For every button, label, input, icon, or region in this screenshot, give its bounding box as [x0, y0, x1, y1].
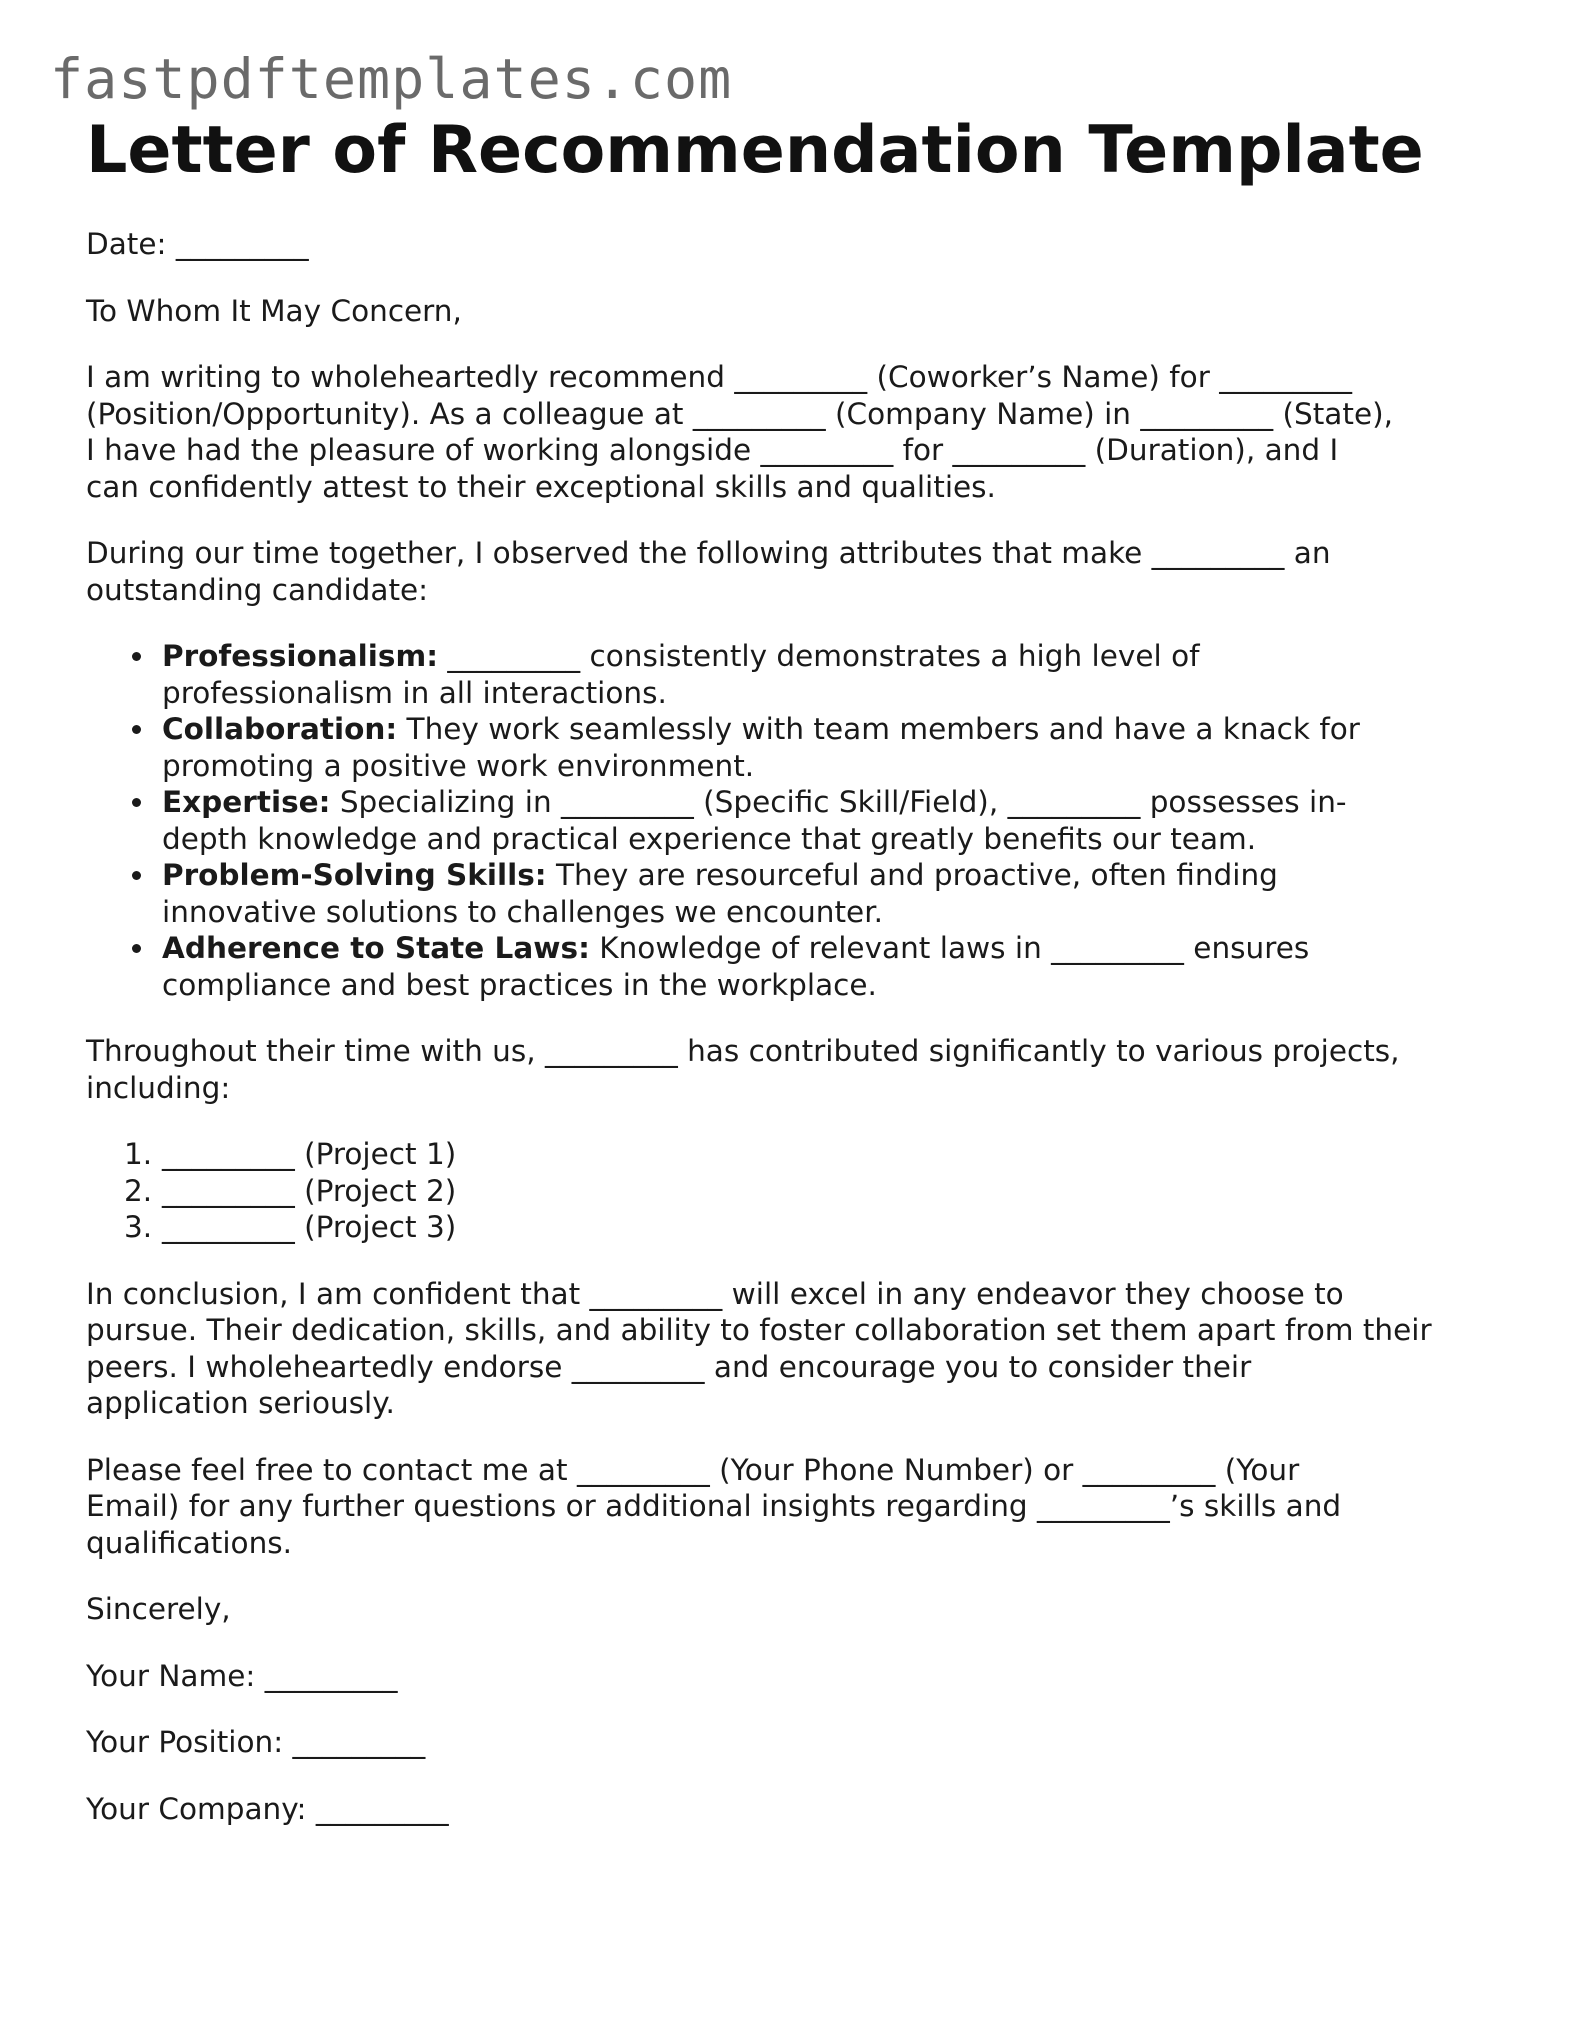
attribute-item	[162, 857, 1496, 930]
intro-line: I have had the pleasure of working alongside _________ for _________ (Duration), and I	[86, 433, 1339, 467]
conclusion-line: pursue. Their dedication, skills, and ability to foster collaboration set them apart from their	[86, 1313, 1432, 1347]
project-number: 3.	[124, 1210, 153, 1244]
conclusion-line: In conclusion, I am confident that _________ will excel in any endeavor they choose to	[86, 1276, 1344, 1311]
project-number: 1.	[124, 1137, 153, 1171]
contact-line: Email) for any further questions or additional insights regarding _________’s skills and	[86, 1489, 1342, 1523]
attribute-item	[162, 711, 1496, 784]
attribute-text: depth knowledge and practical experience that greatly benefits our team.	[162, 821, 1257, 856]
contributions-line: including:	[86, 1070, 231, 1105]
conclusion-paragraph	[86, 1276, 1496, 1422]
page-title: Letter of Recommendation Template	[86, 113, 1424, 188]
attribute-label: Professionalism:	[162, 639, 439, 673]
attribute-text: compliance and best practices in the workplace.	[162, 967, 877, 1002]
projects-list	[86, 1136, 1496, 1246]
contact-line: Please feel free to contact me at _________ (Your Phone Number) or _________ (Your	[86, 1452, 1300, 1487]
project-item	[86, 1209, 1496, 1246]
attribute-text: promoting a positive work environment.	[162, 748, 755, 783]
conclusion-line: peers. I wholeheartedly endorse _________ and encourage you to consider their	[86, 1349, 1252, 1384]
watermark: fastpdftemplates.com	[50, 47, 733, 111]
attribute-item	[162, 784, 1496, 857]
project-item	[86, 1136, 1496, 1173]
letter-document	[86, 112, 1496, 1827]
date-line: Date: _________	[86, 227, 309, 261]
attribute-text: They work seamlessly with team members and have a knack for	[397, 712, 1360, 746]
conclusion-line: application seriously.	[86, 1386, 395, 1420]
intro-line: I am writing to wholeheartedly recommend _________ (Coworker’s Name) for _________	[86, 360, 1352, 394]
observed-line: During our time together, I observed the following attributes that make _________ an	[86, 536, 1331, 570]
attribute-text: They are resourceful and proactive, often finding	[546, 858, 1278, 892]
attribute-text: innovative solutions to challenges we encounter.	[162, 894, 884, 929]
salutation: To Whom It May Concern,	[86, 293, 462, 328]
project-text: _________ (Project 3)	[162, 1210, 457, 1244]
observed-line: outstanding candidate:	[86, 572, 429, 607]
attribute-item	[162, 930, 1496, 1003]
attribute-label: Problem-Solving Skills:	[162, 858, 547, 892]
intro-paragraph	[86, 359, 1496, 505]
signature-company: Your Company: _________	[86, 1791, 449, 1826]
signature-position: Your Position: _________	[86, 1725, 426, 1759]
project-item	[86, 1173, 1496, 1210]
project-text: _________ (Project 1)	[162, 1137, 457, 1171]
project-text: _________ (Project 2)	[162, 1173, 457, 1208]
attribute-text: Specializing in _________ (Specific Skill/Field), _________ possesses in-	[330, 785, 1347, 819]
observed-paragraph	[86, 535, 1496, 608]
attribute-text: _________ consistently demonstrates a high level of	[438, 639, 1200, 673]
contact-paragraph	[86, 1452, 1496, 1562]
contributions-line: Throughout their time with us, _________ has contributed significantly to various projects,	[86, 1034, 1400, 1068]
intro-line: can confidently attest to their exceptional skills and qualities.	[86, 469, 996, 504]
attribute-label: Collaboration:	[162, 712, 398, 746]
contributions-paragraph	[86, 1033, 1496, 1106]
intro-line: (Position/Opportunity). As a colleague at _________ (Company Name) in _________ (State),	[86, 396, 1393, 431]
contact-line: qualifications.	[86, 1525, 293, 1560]
closing: Sincerely,	[86, 1592, 231, 1626]
attributes-list	[86, 638, 1496, 1003]
signature-name: Your Name: _________	[86, 1658, 398, 1693]
attribute-text: Knowledge of relevant laws in _________ ensures	[589, 931, 1310, 965]
attribute-text: professionalism in all interactions.	[162, 675, 667, 710]
attribute-label: Adherence to State Laws:	[162, 931, 590, 965]
project-number: 2.	[124, 1173, 153, 1208]
attribute-item	[162, 638, 1496, 711]
attribute-label: Expertise:	[162, 785, 331, 819]
